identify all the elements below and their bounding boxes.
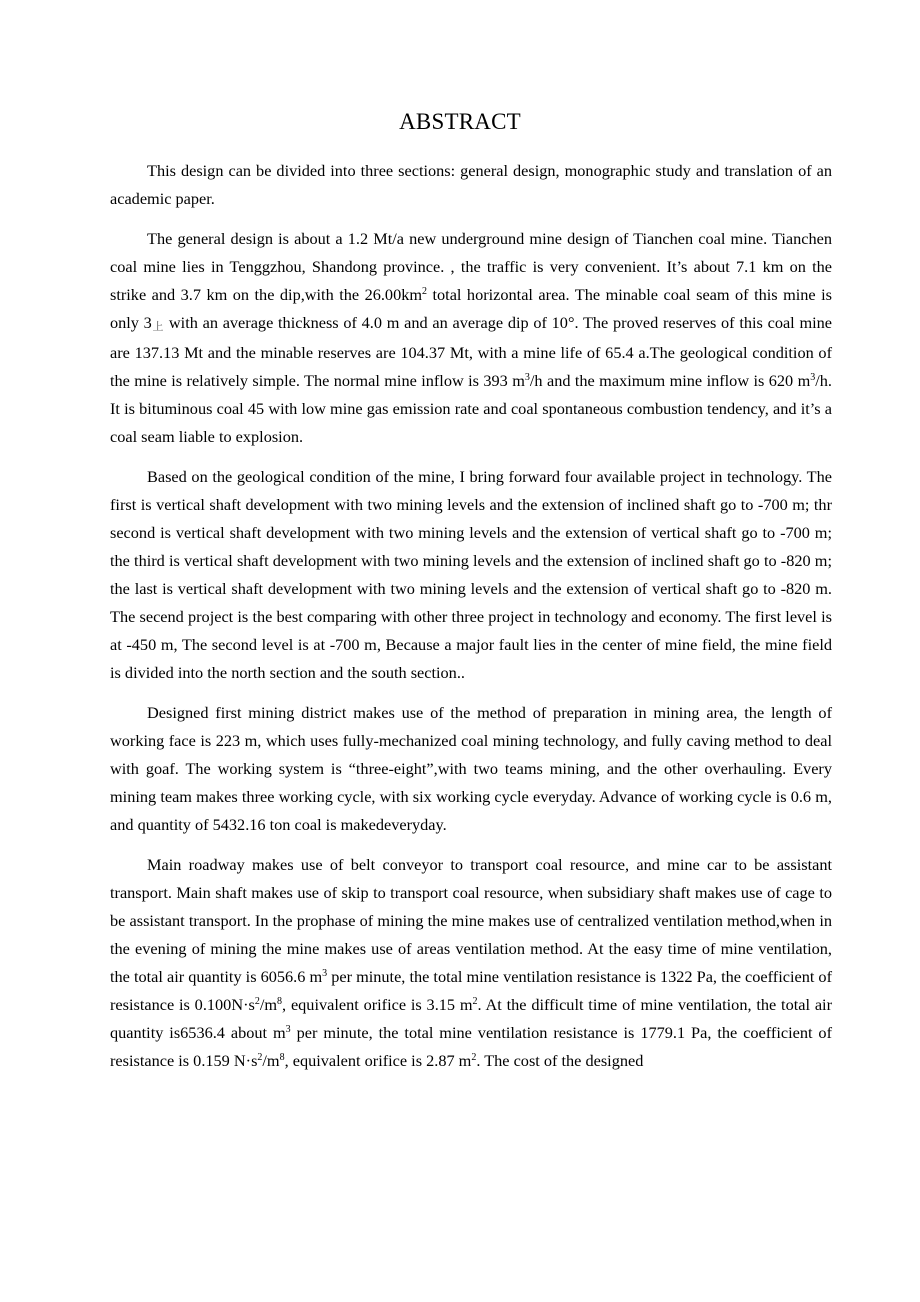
text-run: . The cost of the designed: [476, 1051, 644, 1070]
text-run: /h and the maximum mine inflow is 620 m: [529, 371, 811, 390]
superscript: 3: [810, 372, 816, 383]
text-run: per minute, the total mine ventilation resistance is 1322 Pa, the coefficient of resistance is 0.100N·s: [110, 967, 832, 1014]
text-run: /m: [259, 995, 278, 1014]
seam-subscript: 上: [151, 321, 165, 333]
text-run: , equivalent orifice is 3.15 m: [282, 995, 473, 1014]
text-run: . At the difficult time of mine ventilation, the total air quantity is6536.4 about m: [110, 995, 832, 1042]
paragraph-intro: This design can be divided into three sections: general design, monographic study and translation of an academic paper.: [110, 161, 832, 208]
superscript: 8: [279, 1052, 285, 1063]
text-run: total horizontal area. The minable coal seam of this mine is only 3: [110, 285, 832, 332]
text-run: The general design is about a 1.2 Mt/a new underground mine design of Tianchen coal mine. Tianchen coal mine lies in Tenggzhou, Shandong province. , the traffic is very convenient. It’s about 7.1 km on the strike and 3.7 km on the dip,with the 26.00km: [110, 229, 832, 304]
superscript: 3: [285, 1024, 291, 1035]
superscript: 2: [472, 996, 478, 1007]
text-run: Main roadway makes use of belt conveyor to transport coal resource, and mine car to be assistant transport. Main shaft makes use of skip to transport coal resource, when subsidiary shaft makes use of cage to be assistant transport. In the prophase of mining the mine makes use of centralized ventilation method,when in the evening of mining the mine makes use of areas ventilation method. At the easy time of mine ventilation, the total air quantity is 6056.6 m: [110, 855, 832, 986]
superscript: 2: [471, 1052, 477, 1063]
text-run: /m: [262, 1051, 280, 1070]
superscript: 2: [254, 996, 260, 1007]
superscript: 2: [257, 1052, 263, 1063]
text-run: , equivalent orifice is 2.87 m: [284, 1051, 472, 1070]
paragraph-general-design: [110, 225, 832, 451]
superscript: 8: [277, 996, 283, 1007]
text-run: with an average thickness of 4.0 m and an average dip of 10°. The proved reserves of this coal mine are 137.13 Mt and the minable reserves are 104.37 Mt, with a mine life of 65.4 a.The geological condition of the mine is relatively simple. The normal mine inflow is 393 m: [110, 313, 832, 390]
paragraph-transport-ventilation: [110, 851, 832, 1075]
abstract-body: [110, 157, 832, 1087]
text-run: per minute, the total mine ventilation resistance is 1779.1 Pa, the coefficient of resistance is 0.159 N·s: [110, 1023, 832, 1070]
superscript: 2: [422, 286, 428, 297]
paragraph-projects: Based on the geological condition of the mine, I bring forward four available project in technology. The first is vertical shaft development with two mining levels and the extension of inclined shaft go to -700 m; thr second is vertical shaft development with two mining levels and the extension of vertical shaft go to -700 m; the third is vertical shaft development with two mining levels and the extension of inclined shaft go to -820 m; the last is vertical shaft development with two mining levels and the extension of vertical shaft go to -820 m. The secend project is the best comparing with other three project in technology and economy. The first level is at -450 m, The second level is at -700 m, Because a major fault lies in the center of mine field, the mine field is divided into the north section and the south section..: [110, 467, 832, 682]
page-title: ABSTRACT: [399, 109, 521, 134]
superscript: 3: [322, 968, 328, 979]
paragraph-mining-district: Designed first mining district makes use of the method of preparation in mining area, the length of working face is 223 m, which uses fully-mechanized coal mining technology, and fully caving method to deal with goaf. The working system is “three-eight”,with two teams mining, and the other overhauling. Every mining team makes three working cycle, with six working cycle everyday. Advance of working cycle is 0.6 m, and quantity of 5432.16 ton coal is makedeveryday.: [110, 703, 832, 834]
text-run: /h. It is bituminous coal 45 with low mine gas emission rate and coal spontaneous combustion tendency, and it’s a coal seam liable to explosion.: [110, 371, 832, 446]
superscript: 3: [524, 372, 530, 383]
